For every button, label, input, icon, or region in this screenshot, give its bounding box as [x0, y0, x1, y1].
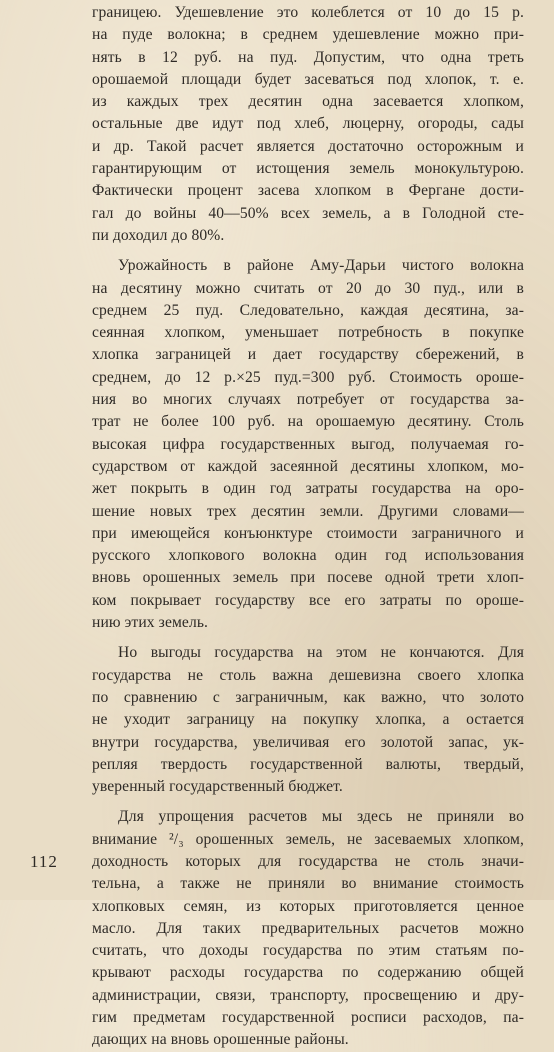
text-line: на пуде волокна; в среднем удешевление можно при-: [92, 26, 524, 44]
text-line: Фактически процент засева хлопком в Фергане дости-: [92, 182, 524, 200]
text-line: государства не столь важна дешевизна своего хлопка: [92, 666, 524, 684]
text-line: пи доходил до 80%.: [92, 226, 225, 244]
text-line: внимание ²/₃ орошенных земель, не засеваемых хлопком,: [92, 830, 524, 848]
text-line: среднем 25 пуд. Следовательно, каждая десятина, за-: [92, 301, 524, 319]
text-line: и др. Такой расчет является достаточно осторожным и: [92, 137, 524, 155]
text-line: Но выгоды государства на этом не кончаются. Для: [118, 644, 524, 662]
text-line: сударством от каждой засеянной десятины хлопком, мо-: [92, 457, 524, 475]
body-text: [92, 2, 524, 1052]
text-line: шение новых трех десятин земли. Другими словами—: [92, 502, 524, 520]
text-line: высокая цифра государственных выгод, получаемая го-: [92, 435, 524, 453]
text-line: нию этих земель.: [92, 614, 209, 632]
text-line: остальные две идут под хлеб, люцерну, огороды, сады: [92, 115, 524, 133]
page-number: 112: [30, 852, 58, 871]
text-line: внутри государства, увеличивая его золотой запас, ук-: [92, 733, 524, 751]
paragraph-4: [92, 806, 524, 1051]
text-line: хлопка заграницей и дает государству сбережений, в: [92, 346, 524, 364]
text-line: уверенный государственный бюджет.: [92, 778, 343, 796]
text-line: вновь орошенных земель при посеве одной трети хлоп-: [92, 569, 524, 587]
text-line: при имеющейся конъюнктуре стоимости заграничного и: [92, 524, 524, 542]
text-line: ком покрывает государству все его затраты по ороше-: [92, 591, 524, 609]
text-line: жет покрыть в один год затраты государства на оро-: [92, 480, 524, 498]
text-line: ния во многих случаях потребует от государства за-: [92, 391, 524, 409]
text-line: репляя твердость государственной валюты, твердый,: [92, 755, 524, 773]
text-line: администрации, связи, транспорту, просвещению и дру-: [92, 986, 524, 1004]
paragraph-2: [92, 255, 524, 634]
text-line: Урожайность в районе Аму-Дарьи чистого волокна: [118, 257, 524, 275]
text-line: нять в 12 руб. на пуд. Допустим, что одна треть: [92, 48, 524, 66]
paragraph-3: [92, 642, 524, 798]
text-line: гарантирующим от истощения земель монокультурою.: [92, 160, 524, 178]
text-line: русского хлопкового волокна один год использования: [92, 547, 524, 565]
text-line: крывают расходы государства по содержанию общей: [92, 964, 524, 982]
text-line: не уходит заграницу на покупку хлопка, а остается: [92, 711, 524, 729]
text-line: по сравнению с заграничным, как важно, что золото: [92, 688, 524, 706]
text-line: масло. Для таких предварительных расчетов можно: [92, 919, 524, 937]
text-line: Для упрощения расчетов мы здесь не приняли во: [118, 808, 524, 826]
text-line: гим предметам государственной росписи расходов, па-: [92, 1009, 524, 1027]
text-line: гал до войны 40—50% всех земель, а в Голодной сте-: [92, 204, 524, 222]
text-line: трат не более 100 руб. на орошаемую десятину. Столь: [92, 413, 524, 431]
text-line: дающих на вновь орошенные районы.: [92, 1031, 349, 1049]
text-line: тельна, а также не приняли во внимание стоимость: [92, 875, 524, 893]
text-line: границею. Удешевление это колеблется от 10 до 15 р.: [92, 4, 524, 21]
text-line: из каждых трех десятин одна засевается хлопком,: [92, 93, 524, 111]
text-line: орошаемой площади будет засеваться под хлопок, т. е.: [92, 70, 524, 88]
text-line: сеянная хлопком, уменьшает потребность в покупке: [92, 324, 524, 342]
paragraph-1: [92, 2, 524, 247]
text-line: считать, что доходы государства по этим статьям по-: [92, 942, 524, 960]
text-line: хлопковых семян, из которых приготовляется ценное: [92, 897, 524, 915]
text-line: на десятину можно считать от 20 до 30 пуд., или в: [92, 279, 524, 297]
text-line: доходность которых для государства не столь значи-: [92, 852, 524, 870]
text-line: среднем, до 12 р.×25 пуд.=300 руб. Стоимость ороше-: [92, 368, 524, 386]
